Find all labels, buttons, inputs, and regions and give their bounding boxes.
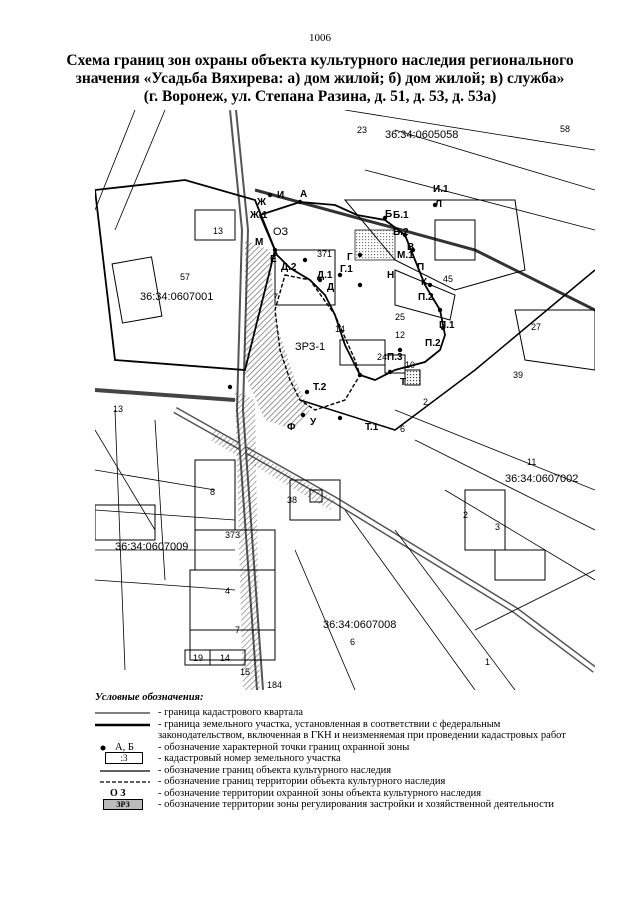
- cadastral-map: [95, 110, 595, 690]
- point-label: Е: [270, 254, 277, 265]
- quarter-label: 36:34:0607009: [115, 541, 189, 553]
- heritage-boundary-symbol: [95, 765, 155, 776]
- parcel-number: 4: [225, 586, 231, 596]
- parcel-number: 58: [560, 124, 571, 134]
- legend-label: законодательством, включенная в ГКН и неизменяемая при проведении кадастровых работ: [158, 730, 566, 741]
- quarter-label: 36:34:0607002: [505, 473, 579, 485]
- title-line-1: Схема границ зон охраны объекта культурного наследия регионального: [66, 52, 574, 69]
- legend-symbol-text: ЗРЗ: [103, 799, 143, 810]
- parcel-number: 25: [395, 312, 406, 322]
- legend-label: - кадастровый номер земельного участка: [158, 753, 341, 764]
- legend-item: [95, 719, 615, 731]
- parcel-number: 23: [357, 125, 368, 135]
- point-label: Т.1: [365, 422, 379, 433]
- parcel-number: 13: [113, 404, 124, 414]
- point-label: П.2: [425, 338, 441, 349]
- parcel-number: 27: [531, 322, 542, 332]
- point-label: М.1: [397, 250, 414, 261]
- map-legend: [95, 692, 615, 811]
- legend-item: [95, 765, 615, 777]
- legend-label: - обозначение характерной точки границ охранной зоны: [158, 741, 410, 753]
- point-label: Д: [327, 282, 335, 293]
- legend-label: - граница земельного участка, установленная в соответствии с федеральным: [158, 718, 501, 730]
- point-label: А: [300, 189, 308, 200]
- legend-symbol-text: :3: [105, 752, 143, 764]
- parcel-number: 14: [335, 324, 346, 334]
- point-label: М: [255, 237, 264, 248]
- point-label: Ж.1: [250, 210, 268, 221]
- parcel-number: 7: [235, 625, 241, 635]
- parcel-number: 7: [273, 292, 279, 302]
- legend-item: [95, 753, 615, 765]
- parcel-number: 39: [513, 370, 524, 380]
- point-label: П.1: [439, 320, 455, 331]
- parcel-number: 45: [443, 274, 454, 284]
- parcel-boundary-symbol: [95, 719, 155, 730]
- point-label: Г: [347, 252, 353, 263]
- point-label: Д.1: [317, 270, 333, 281]
- parcel-number: 8: [210, 487, 216, 497]
- parcel-number: 373: [225, 530, 241, 540]
- quarter-label: 36:34:0605058: [385, 129, 459, 141]
- point-label: Ф: [287, 422, 296, 433]
- oz-label: ОЗ: [273, 226, 289, 238]
- map-title: [60, 52, 580, 106]
- parcel-number: 6: [400, 424, 406, 434]
- legend-item: [95, 730, 615, 742]
- point-label: Ж: [257, 197, 267, 208]
- point-label: Г.1: [340, 264, 353, 275]
- point-label: У: [310, 417, 317, 428]
- point-label: К: [421, 277, 428, 288]
- parcel-number: 19: [193, 653, 204, 663]
- parcel-number: 2: [423, 397, 429, 407]
- parcel-number: 15: [240, 667, 251, 677]
- point-label: И: [277, 190, 285, 201]
- parcel-number: 2: [463, 510, 469, 520]
- parcel-number: 14: [220, 653, 231, 663]
- quarter-label: 36:34:0607001: [140, 291, 214, 303]
- legend-label: - граница кадастрового квартала: [158, 707, 304, 718]
- point-label: П: [417, 262, 425, 273]
- point-label: Т: [400, 377, 407, 388]
- legend-item: [95, 799, 615, 811]
- heritage-territory-symbol: [95, 776, 155, 787]
- point-label: И.1: [433, 184, 449, 195]
- page-number: 1006: [309, 32, 331, 44]
- parcel-number: 1: [485, 657, 491, 667]
- legend-label: - обозначение границ объекта культурного наследия: [158, 764, 392, 776]
- legend-label: - обозначение границ территории объекта культурного наследия: [158, 776, 446, 787]
- legend-title: Условные обозначения:: [95, 692, 204, 703]
- point-label: Н: [387, 270, 395, 281]
- point-label: Д.2: [281, 262, 297, 273]
- map-svg: [95, 110, 595, 690]
- legend-symbol-text: О З: [110, 787, 126, 799]
- title-line-3: (г. Воронеж, ул. Степана Разина, д. 51, д. 53, д. 53а): [143, 88, 497, 105]
- parcel-number: 11: [527, 457, 537, 467]
- legend-item: [95, 788, 615, 800]
- point-label: Б: [385, 209, 393, 220]
- legend-item: [95, 776, 615, 788]
- zrz-hatched-area-3: [210, 430, 335, 510]
- parcel-number: 371: [317, 249, 333, 259]
- parcel-number: 10: [405, 360, 416, 370]
- zrz-label: ЗРЗ-1: [295, 341, 326, 353]
- parcel-number: 6: [350, 637, 356, 647]
- point-label: В: [407, 242, 415, 253]
- legend-label: - обозначение территории охранной зоны объекта культурного наследия: [158, 787, 482, 799]
- point-label: Б.2: [393, 227, 409, 238]
- parcel-number: 12: [395, 330, 406, 340]
- point-label: П.2: [418, 292, 434, 303]
- point-label: Л: [435, 199, 443, 210]
- legend-item: [95, 742, 615, 754]
- point-label: Т.2: [313, 382, 327, 393]
- parcel-number: 184: [267, 680, 283, 690]
- parcel-number: 13: [213, 226, 224, 236]
- point-label: Б.1: [393, 210, 409, 221]
- title-line-2: значения «Усадьба Вяхирева: а) дом жилой; б) дом жилой; в) служба»: [75, 70, 565, 87]
- parcel-number: 3: [495, 522, 501, 532]
- legend-item: [95, 707, 615, 719]
- parcel-number: 57: [180, 272, 191, 282]
- point-label: П.3: [387, 352, 403, 363]
- legend-symbol-text: А, Б: [115, 741, 134, 753]
- parcel-number: 38: [287, 495, 298, 505]
- quarter-boundary-symbol: [95, 707, 155, 718]
- legend-label: - обозначение территории зоны регулирования застройки и хозяйственной деятельности: [158, 799, 555, 810]
- quarter-label: 36:34:0607008: [323, 619, 397, 631]
- zrz-hatched-area-2: [235, 390, 260, 690]
- parcel-number: 24: [377, 352, 388, 362]
